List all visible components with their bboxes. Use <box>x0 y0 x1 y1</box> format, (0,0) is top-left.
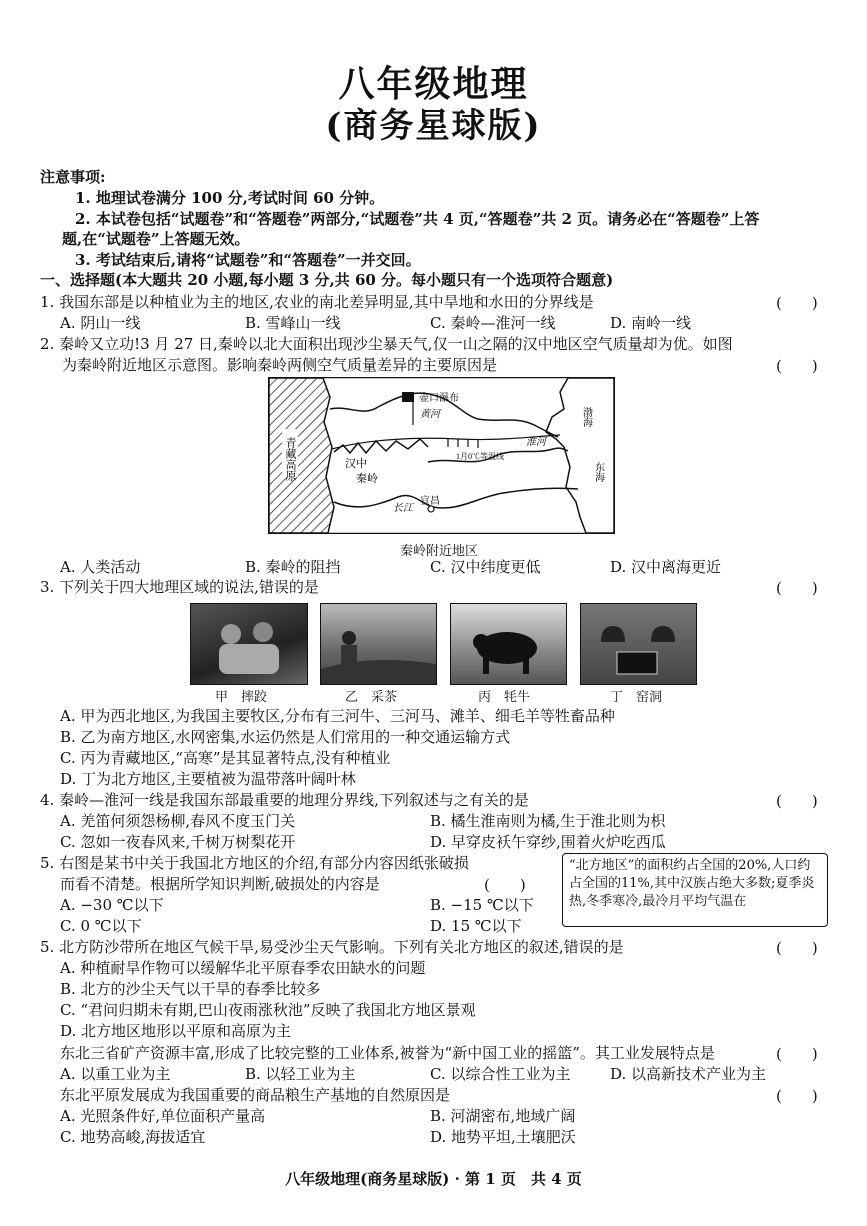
q3-option-a: A. 甲为西北地区,为我国主要牧区,分布有三河牛、三河马、滩羊、细毛羊等牲畜品种 <box>60 707 615 725</box>
map-label-bohai: 渤海 <box>580 407 592 427</box>
map-label-changjiang: 长江 <box>393 503 413 514</box>
q3-option-c: C. 丙为青藏地区,“高寒”是其显著特点,没有种植业 <box>60 749 391 767</box>
q7-option-a: A. 以重工业为主 <box>60 1065 171 1083</box>
q2-answer-bracket[interactable]: ( ) <box>776 357 818 375</box>
q5-option-d: D. 15 ℃以下 <box>430 917 522 935</box>
q1-option-d: D. 南岭一线 <box>610 314 692 332</box>
q5-option-a: A. −30 ℃以下 <box>60 896 164 914</box>
q2-option-a: A. 人类活动 <box>60 558 141 576</box>
q7-option-b: B. 以轻工业为主 <box>245 1065 356 1083</box>
q5-answer-bracket[interactable]: ( ) <box>484 876 526 894</box>
photo-caption-2: 乙 采茶 <box>345 690 398 705</box>
notice-item-2-cont: 题,在“试题卷”上答题无效。 <box>62 230 250 248</box>
q2-option-c: C. 汉中纬度更低 <box>430 558 541 576</box>
q3-option-b: B. 乙为南方地区,水网密集,水运仍然是人们常用的一种交通运输方式 <box>60 728 511 746</box>
q4-option-a: A. 羌笛何须怨杨柳,春风不度玉门关 <box>60 812 296 830</box>
q6-answer-bracket[interactable]: ( ) <box>776 939 818 957</box>
q3-stem: 3. 下列关于四大地理区域的说法,错误的是 <box>40 578 319 596</box>
photo-tea-picking <box>320 603 437 685</box>
map-label-isotherm: 1月0℃等温线 <box>456 452 504 461</box>
map-caption: 秦岭附近地区 <box>400 544 479 559</box>
map-label-donghai: 东海 <box>592 462 604 482</box>
page-subtitle: (商务星球版) <box>325 106 542 146</box>
q1-answer-bracket[interactable]: ( ) <box>776 294 818 312</box>
section-heading: 一、选择题(本大题共 20 小题,每小题 3 分,共 60 分。每小题只有一个选项符合题意) <box>40 271 614 289</box>
q6-option-d: D. 北方地区地形以平原和高原为主 <box>60 1022 292 1040</box>
hukou-marker <box>402 392 414 402</box>
q8-option-b: B. 河湖密布,地域广阔 <box>430 1107 576 1125</box>
q8-stem: 东北平原发展成为我国重要的商品粮生产基地的自然原因是 <box>60 1086 451 1104</box>
q7-option-c: C. 以综合性工业为主 <box>430 1065 571 1083</box>
q5-stem-2: 而看不清楚。根据所学知识判断,破损处的内容是 <box>60 875 380 893</box>
q5-stem-1: 5. 右图是某书中关于我国北方地区的介绍,有部分内容因纸张破损 <box>40 854 469 872</box>
map-label-huanghe: 黄河 <box>420 409 440 420</box>
q1-option-b: B. 雪峰山一线 <box>245 314 341 332</box>
qinling-map <box>268 377 615 534</box>
q2-option-b: B. 秦岭的阻挡 <box>245 558 341 576</box>
map-label-huaihe: 淮河 <box>526 437 546 448</box>
q2-stem-1: 2. 秦岭又立功!3 月 27 日,秦岭以北大面积出现沙尘暴天气,仅一山之隔的汉中地区空气质量却为优。如图 <box>40 335 733 353</box>
notice-heading: 注意事项: <box>40 168 106 186</box>
q3-answer-bracket[interactable]: ( ) <box>776 579 818 597</box>
q4-option-b: B. 橘生淮南则为橘,生于淮北则为枳 <box>430 812 666 830</box>
north-region-info-box: “北方地区”的面积约占全国的20%,人口约占全国的11%,其中汉族占绝大多数;夏季炎热,冬季寒冷,最冷月平均气温在 <box>562 853 828 927</box>
q6-option-b: B. 北方的沙尘天气以干旱的春季比较多 <box>60 980 321 998</box>
q5-option-c: C. 0 ℃以下 <box>60 917 142 935</box>
q8-answer-bracket[interactable]: ( ) <box>776 1087 818 1105</box>
q4-option-d: D. 早穿皮袄午穿纱,围着火炉吃西瓜 <box>430 833 666 851</box>
q1-option-a: A. 阴山一线 <box>60 314 141 332</box>
q7-answer-bracket[interactable]: ( ) <box>776 1045 818 1063</box>
photo-caption-1: 甲 摔跤 <box>215 690 268 705</box>
map-label-yichang: 宜昌 <box>420 496 440 507</box>
map-label-tibet: 青藏高原 <box>284 437 296 481</box>
q8-option-c: C. 地势高峻,海拔适宜 <box>60 1128 206 1146</box>
q3-option-d: D. 丁为北方地区,主要植被为温带落叶阔叶林 <box>60 770 356 788</box>
photo-yak <box>450 603 567 685</box>
map-label-qinling: 秦岭 <box>356 473 378 485</box>
q2-option-d: D. 汉中离海更近 <box>610 558 722 576</box>
q1-stem: 1. 我国东部是以种植业为主的地区,农业的南北差异明显,其中旱地和水田的分界线是 <box>40 293 594 311</box>
page-title: 八年级地理 <box>338 63 529 105</box>
q4-option-c: C. 忽如一夜春风来,千树万树梨花开 <box>60 833 296 851</box>
notice-item-3: 3. 考试结束后,请将“试题卷”和“答题卷”一并交回。 <box>75 251 421 269</box>
map-label-hukou: 壶口瀑布 <box>419 393 459 404</box>
tibet-plateau-area <box>269 378 334 533</box>
page-footer: 八年级地理(商务星球版) · 第 1 页 共 4 页 <box>285 1170 582 1188</box>
q6-stem: 5. 北方防沙带所在地区气候干旱,易受沙尘天气影响。下列有关北方地区的叙述,错误的是 <box>40 938 624 956</box>
photo-caption-4: 丁 窑洞 <box>610 690 663 705</box>
q4-answer-bracket[interactable]: ( ) <box>776 792 818 810</box>
q1-option-c: C. 秦岭—淮河一线 <box>430 314 556 332</box>
q7-stem: 东北三省矿产资源丰富,形成了比较完整的工业体系,被誉为“新中国工业的摇篮”。其工业发展特点是 <box>60 1044 715 1062</box>
map-label-hanzhong: 汉中 <box>345 458 367 470</box>
q6-option-c: C. “君问归期未有期,巴山夜雨涨秋池”反映了我国北方地区景观 <box>60 1001 476 1019</box>
q6-option-a: A. 种植耐旱作物可以缓解华北平原春季农田缺水的问题 <box>60 959 426 977</box>
notice-item-1: 1. 地理试卷满分 100 分,考试时间 60 分钟。 <box>75 189 385 207</box>
q5-option-b: B. −15 ℃以下 <box>430 896 534 914</box>
q4-stem: 4. 秦岭—淮河一线是我国东部最重要的地理分界线,下列叙述与之有关的是 <box>40 791 529 809</box>
notice-item-2: 2. 本试卷包括“试题卷”和“答题卷”两部分,“试题卷”共 4 页,“答题卷”共 2 页。请务必在“答题卷”上答 <box>75 210 760 228</box>
photo-caption-3: 丙 牦牛 <box>478 690 531 705</box>
photo-wrestling <box>190 603 308 685</box>
q8-option-a: A. 光照条件好,单位面积产量高 <box>60 1107 266 1125</box>
q8-option-d: D. 地势平坦,土壤肥沃 <box>430 1128 576 1146</box>
q7-option-d: D. 以高新技术产业为主 <box>610 1065 767 1083</box>
photo-cave-dwelling <box>580 603 697 685</box>
q2-stem-2: 为秦岭附近地区示意图。影响秦岭两侧空气质量差异的主要原因是 <box>62 356 498 374</box>
